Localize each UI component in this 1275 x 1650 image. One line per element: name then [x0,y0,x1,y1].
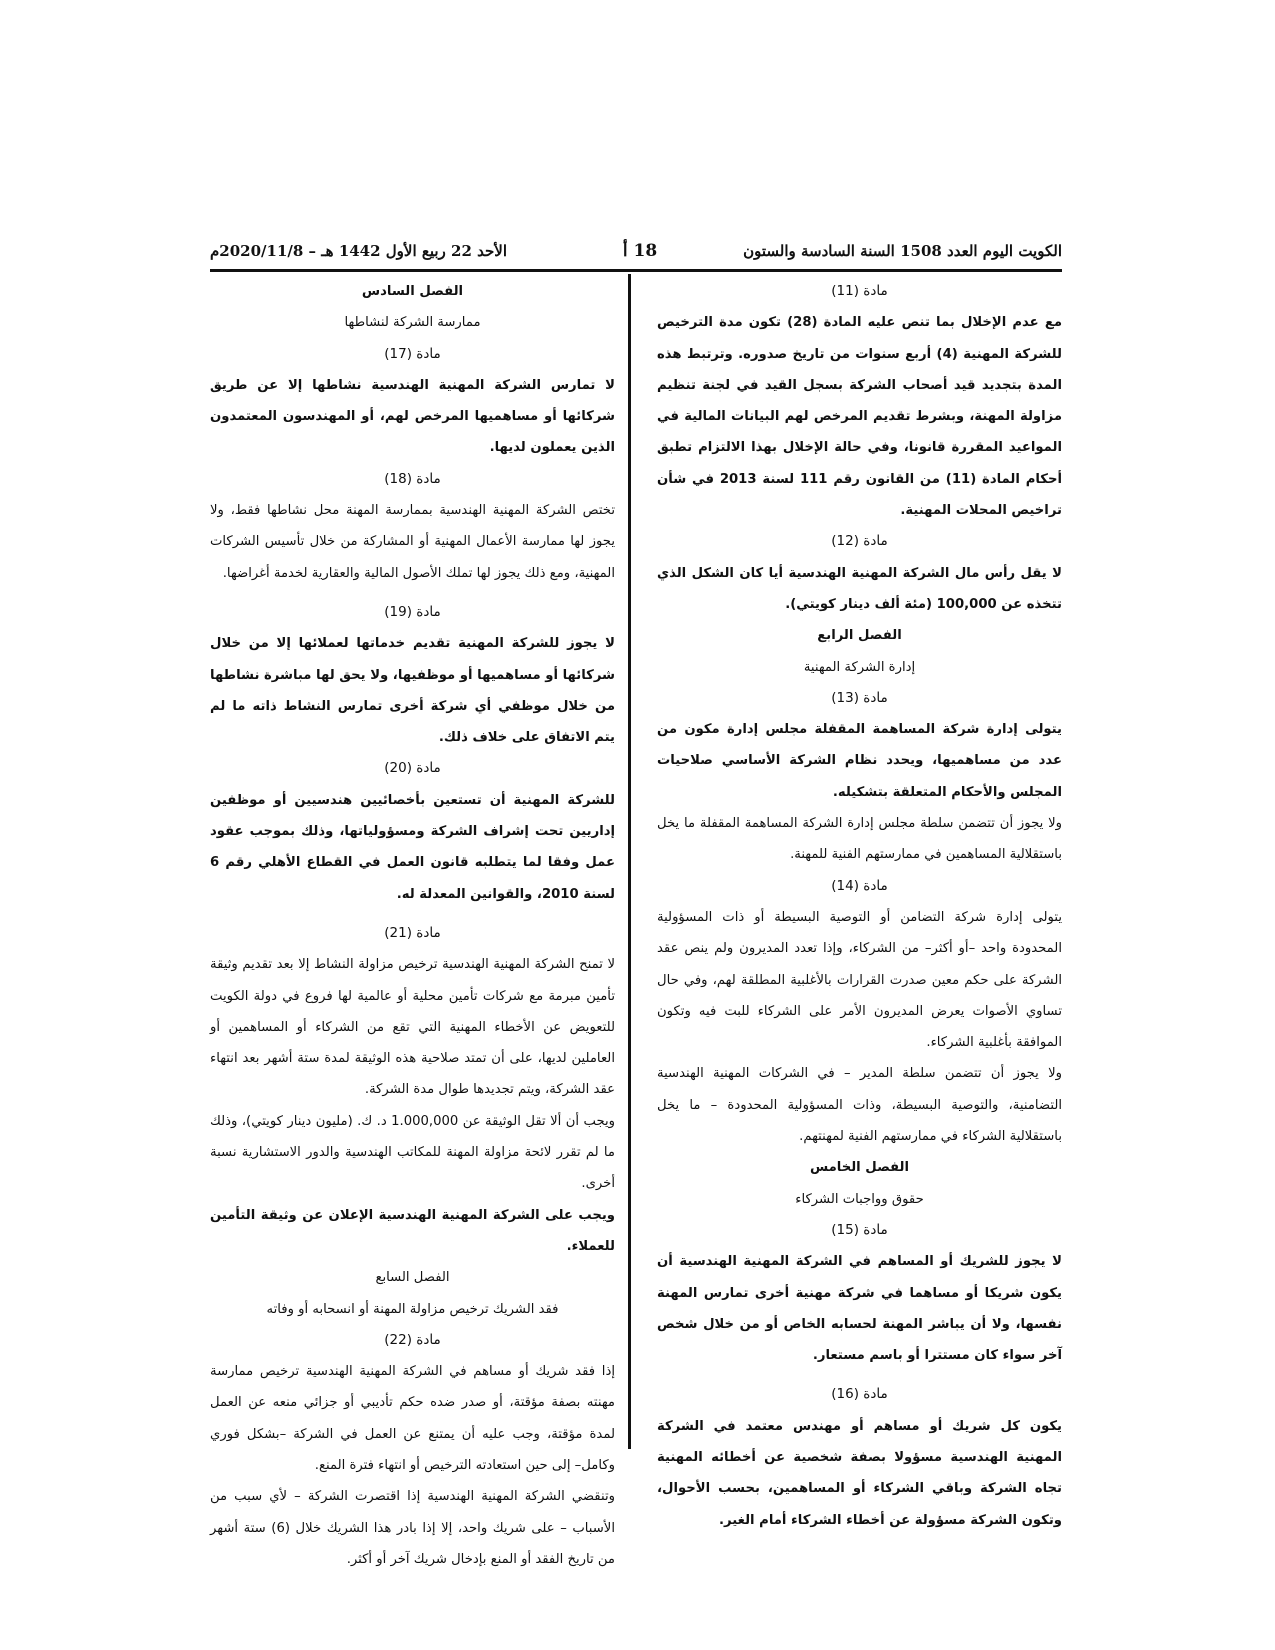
article-22-text-1: إذا فقد شريك أو مساهم في الشركة المهنية الهندسية ترخيص ممارسة مهنته بصفة مؤقتة، أو صدر ضده حكم تأديبي أو جزائي منعه عن العمل لمدة مؤقتة، وجب عليه أن يمتنع عن العمل في الشركة –بشكل فوري وكامل– إلى حين استعادته الترخيص أو انتهاء فترة المنع. [210,1364,615,1473]
article-14-text-2: ولا يجوز أن تتضمن سلطة المدير – في الشركات المهنية الهندسية التضامنية، والتوصية البسيطة، وذات المسؤولية المحدودة – ما يخل باستقلالية الشركاء في ممارستهم الفنية لمهنتهم. [657,1066,1062,1145]
chapter-7-subtitle: فقد الشريك ترخيص مزاولة المهنة أو انسحابه أو وفاته [266,1301,559,1317]
article-19-text: لا يجوز للشركة المهنية تقديم خدماتها لعملائها إلا من خلال شركائها أو مساهميها أو موظفيها، ولا يحق لها مباشرة نشاطها من خلال موظفي أي شركة أخرى تمارس النشاط ذاته ما لم يتم الاتفاق على خلاف ذلك. [210,636,615,746]
article-12-title: مادة (12) [831,533,888,550]
article-20-text: للشركة المهنية أن تستعين بأخصائيين هندسيين أو موظفين إداريين تحت إشراف الشركة ومسؤولياتها، وذلك بموجب عقود عمل وفقا لما يتطلبه قانون العمل في القطاع الأهلي رقم 6 لسنة 2010، والقوانين المعدلة له. [210,792,615,902]
article-15-text: لا يجوز للشريك أو المساهم في الشركة المهنية الهندسية أن يكون شريكا أو مساهما في شركة مهنية أخرى تمارس المهنة نفسها، ولا أن يباشر المهنة لحسابه الخاص أو من خلال شخص آخر سواء كان مستترا أو باسم مستعار. [657,1254,1062,1364]
article-21-text-2: ويجب أن ألا تقل الوثيقة عن 1.000,000 د. ك. (مليون دينار كويتي)، وذلك ما لم تقرر لائحة مزاولة المهنة للمكاتب الهندسية والدور الاستشارية نسبة أخرى. [210,1113,615,1192]
article-16-title: مادة (16) [831,1386,888,1403]
chapter-6-subtitle: ممارسة الشركة لنشاطها [344,315,481,331]
article-18-title: مادة (18) [384,470,441,487]
chapter-4-subtitle: إدارة الشركة المهنية [803,659,916,675]
chapter-7-title: الفصل السابع [375,1270,450,1286]
left-column [210,276,615,1575]
article-17-title: مادة (17) [384,345,441,362]
article-14-text-1: يتولى إدارة شركة التضامن أو التوصية البسيطة أو ذات المسؤولية المحدودة واحد –أو أكثر– من الشركاء، وإذا تعدد المديرون ولم ينص عقد الشركة على حكم معين صدرت القرارات بالأغلبية المطلقة لهم، وفي حال تساوي الأصوات يعرض المديرون الأمر على الشركاء للبت فيه وتكون الموافقة بأغلبية الشركاء. [657,909,1062,1051]
gazette-page [210,236,1063,1567]
chapter-5-title: الفصل الخامس [809,1160,910,1176]
chapter-5-subtitle: حقوق وواجبات الشركاء [795,1191,924,1207]
page-number: 18 أ [622,241,658,261]
article-20-title: مادة (20) [384,760,441,777]
article-15-title: مادة (15) [831,1221,888,1238]
article-22-title: مادة (22) [384,1331,441,1348]
article-21-text-1: لا تمنح الشركة المهنية الهندسية ترخيص مزاولة النشاط إلا بعد تقديم وثيقة تأمين مبرمة مع شركات تأمين محلية أو عالمية لها فروع في دولة الكويت للتعويض عن الأخطاء المهنية التي تقع من الشركاء أو المساهمين أو العاملين لديها، على أن تمتد صلاحية هذه الوثيقة لمدة ستة أشهر بعد انتهاء عقد الشركة، ويتم تجديدها طوال مدة الشركة. [210,957,615,1098]
article-14-title: مادة (14) [831,877,888,894]
article-11-title: مادة (11) [831,283,888,299]
article-13-text-2: ولا يجوز أن تتضمن سلطة مجلس إدارة الشركة المساهمة المقفلة ما يخل باستقلالية المساهمين في ممارستهم الفنية للمهنة. [657,816,1062,863]
header-rule [210,269,1062,272]
article-18-text: تختص الشركة المهنية الهندسية بممارسة المهنة محل نشاطها فقط، ولا يجوز لها ممارسة الأعمال المهنية أو المشاركة من خلال تأسيس الشركات المهنية، ومع ذلك يجوز لها تملك الأصول المالية والعقارية لخدمة أغراضها. [210,503,615,581]
issue-date: الأحد 22 ربيع الأول 1442 هـ – 2020/11/8م [210,242,507,260]
column-divider [628,274,631,1449]
chapter-6-title: الفصل السادس [361,284,464,299]
article-12-text: لا يقل رأس مال الشركة المهنية الهندسية أيا كان الشكل الذي تتخذه عن 100,000 (مئة ألف دينار كويتي). [657,565,1062,612]
article-16-text: يكون كل شريك أو مساهم أو مهندس معتمد في الشركة المهنية الهندسية مسؤولا بصفة شخصية عن أخطائه المهنية تجاه الشركة وباقي الشركاء أو المساهمين، بحسب الأحوال، وتكون الشركة مسؤولة عن أخطاء الشركاء أمام الغير. [657,1418,1062,1528]
article-13-text-1: يتولى إدارة شركة المساهمة المقفلة مجلس إدارة مكون من عدد من مساهميها، ويحدد نظام الشركة الأساسي صلاحيات المجلس والأحكام المتعلقة بتشكيله. [657,722,1062,800]
article-11-text: مع عدم الإخلال بما تنص عليه المادة (28) تكون مدة الترخيص للشركة المهنية (4) أربع سنوات من تاريخ صدوره. وترتبط هذه المدة بتجديد قيد أصحاب الشركة بسجل القيد في لجنة تنظيم مزاولة المهنة، وبشرط تقديم المرخص لهم البيانات المالية في المواعيد المقررة قانونا، وفي حالة الإخلال بهذا الالتزام تطبق أحكام المادة (11) من القانون رقم 111 لسنة 2013 في شأن تراخيص المحلات المهنية. [657,315,1063,519]
gazette-issue-info: الكويت اليوم العدد 1508 السنة السادسة والستون [743,242,1062,260]
article-22-text-2: وتنقضي الشركة المهنية الهندسية إذا اقتصرت الشركة – لأي سبب من الأسباب – على شريك واحد، إلا إذا بادر هذا الشريك خلال (6) ستة أشهر من تاريخ الفقد أو المنع بإدخال شريك آخر أو أكثر. [210,1489,615,1567]
chapter-4-title: الفصل الرابع [817,628,902,644]
article-13-title: مادة (13) [831,689,888,706]
article-21-title: مادة (21) [384,924,441,941]
article-19-title: مادة (19) [384,603,441,620]
right-column [657,276,1062,1536]
article-21-text-3: ويجب على الشركة المهنية الهندسية الإعلان عن وثيقة التأمين للعملاء. [210,1207,615,1254]
page-header [210,236,1062,266]
article-17-text: لا تمارس الشركة المهنية الهندسية نشاطها إلا عن طريق شركائها أو مساهميها المرخص لهم، أو المهندسون المعتمدون الذين يعملون لديها. [210,377,615,456]
